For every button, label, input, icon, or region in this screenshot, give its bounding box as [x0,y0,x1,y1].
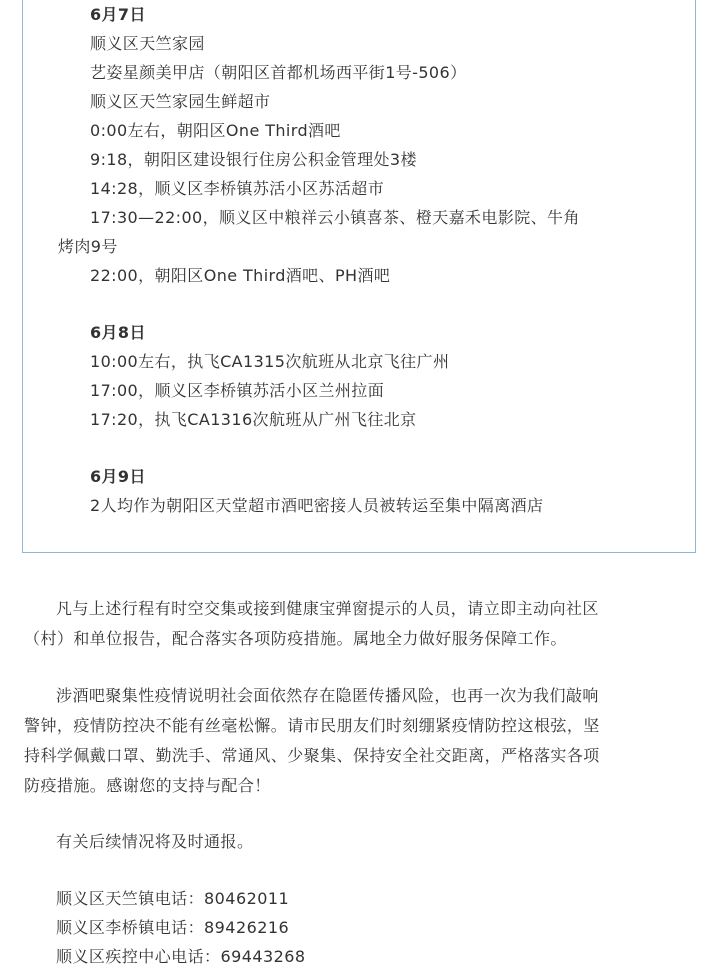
warning-paragraph-line: 涉酒吧聚集性疫情说明社会面依然存在隐匿传播风险，也再一次为我们敲响 [56,686,599,705]
warning-paragraph-line: 警钟，疫情防控决不能有丝毫松懈。请市民朋友们时刻绷紧疫情防控这根弦，坚 [24,716,600,735]
itinerary-item: 0:00左右，朝阳区One Third酒吧 [90,121,341,140]
warning-paragraph-line: 持科学佩戴口罩、勤洗手、常通风、少聚集、保持安全社交距离，严格落实各项 [24,746,600,765]
contact-phone-cdc: 顺义区疾控中心电话：69443268 [56,947,306,966]
follow-up-notice: 有关后续情况将及时通报。 [56,832,254,851]
itinerary-item: 22:00，朝阳区One Third酒吧、PH酒吧 [90,266,391,285]
date-heading-june-8: 6月8日 [90,323,146,342]
itinerary-item: 艺姿星颜美甲店（朝阳区首都机场西平街1号-506） [90,63,467,82]
warning-paragraph-line: 防疫措施。感谢您的支持与配合！ [24,776,271,795]
itinerary-item: 17:00，顺义区李桥镇苏活小区兰州拉面 [90,381,385,400]
itinerary-item: 顺义区天竺家园 [90,34,205,53]
itinerary-item-continued: 烤肉9号 [58,237,118,256]
date-heading-june-7: 6月7日 [90,5,146,24]
itinerary-item: 9:18，朝阳区建设银行住房公积金管理处3楼 [90,150,417,169]
itinerary-item: 10:00左右，执飞CA1315次航班从北京飞往广州 [90,352,450,371]
notice-paragraph-line: （村）和单位报告，配合落实各项防疫措施。属地全力做好服务保障工作。 [24,629,567,648]
itinerary-item: 顺义区天竺家园生鲜超市 [90,92,271,111]
itinerary-item: 14:28，顺义区李桥镇苏活小区苏活超市 [90,179,385,198]
itinerary-item: 2人均作为朝阳区天堂超市酒吧密接人员被转运至集中隔离酒店 [90,496,544,515]
date-heading-june-9: 6月9日 [90,467,146,486]
contact-phone-tianzhu: 顺义区天竺镇电话：80462011 [56,889,290,908]
notice-paragraph-line: 凡与上述行程有时空交集或接到健康宝弹窗提示的人员，请立即主动向社区 [56,599,599,618]
itinerary-item: 17:20，执飞CA1316次航班从广州飞往北京 [90,410,417,429]
contact-phone-liqiao: 顺义区李桥镇电话：89426216 [56,918,290,937]
itinerary-item: 17:30—22:00，顺义区中粮祥云小镇喜茶、橙天嘉禾电影院、牛角 [90,208,580,227]
